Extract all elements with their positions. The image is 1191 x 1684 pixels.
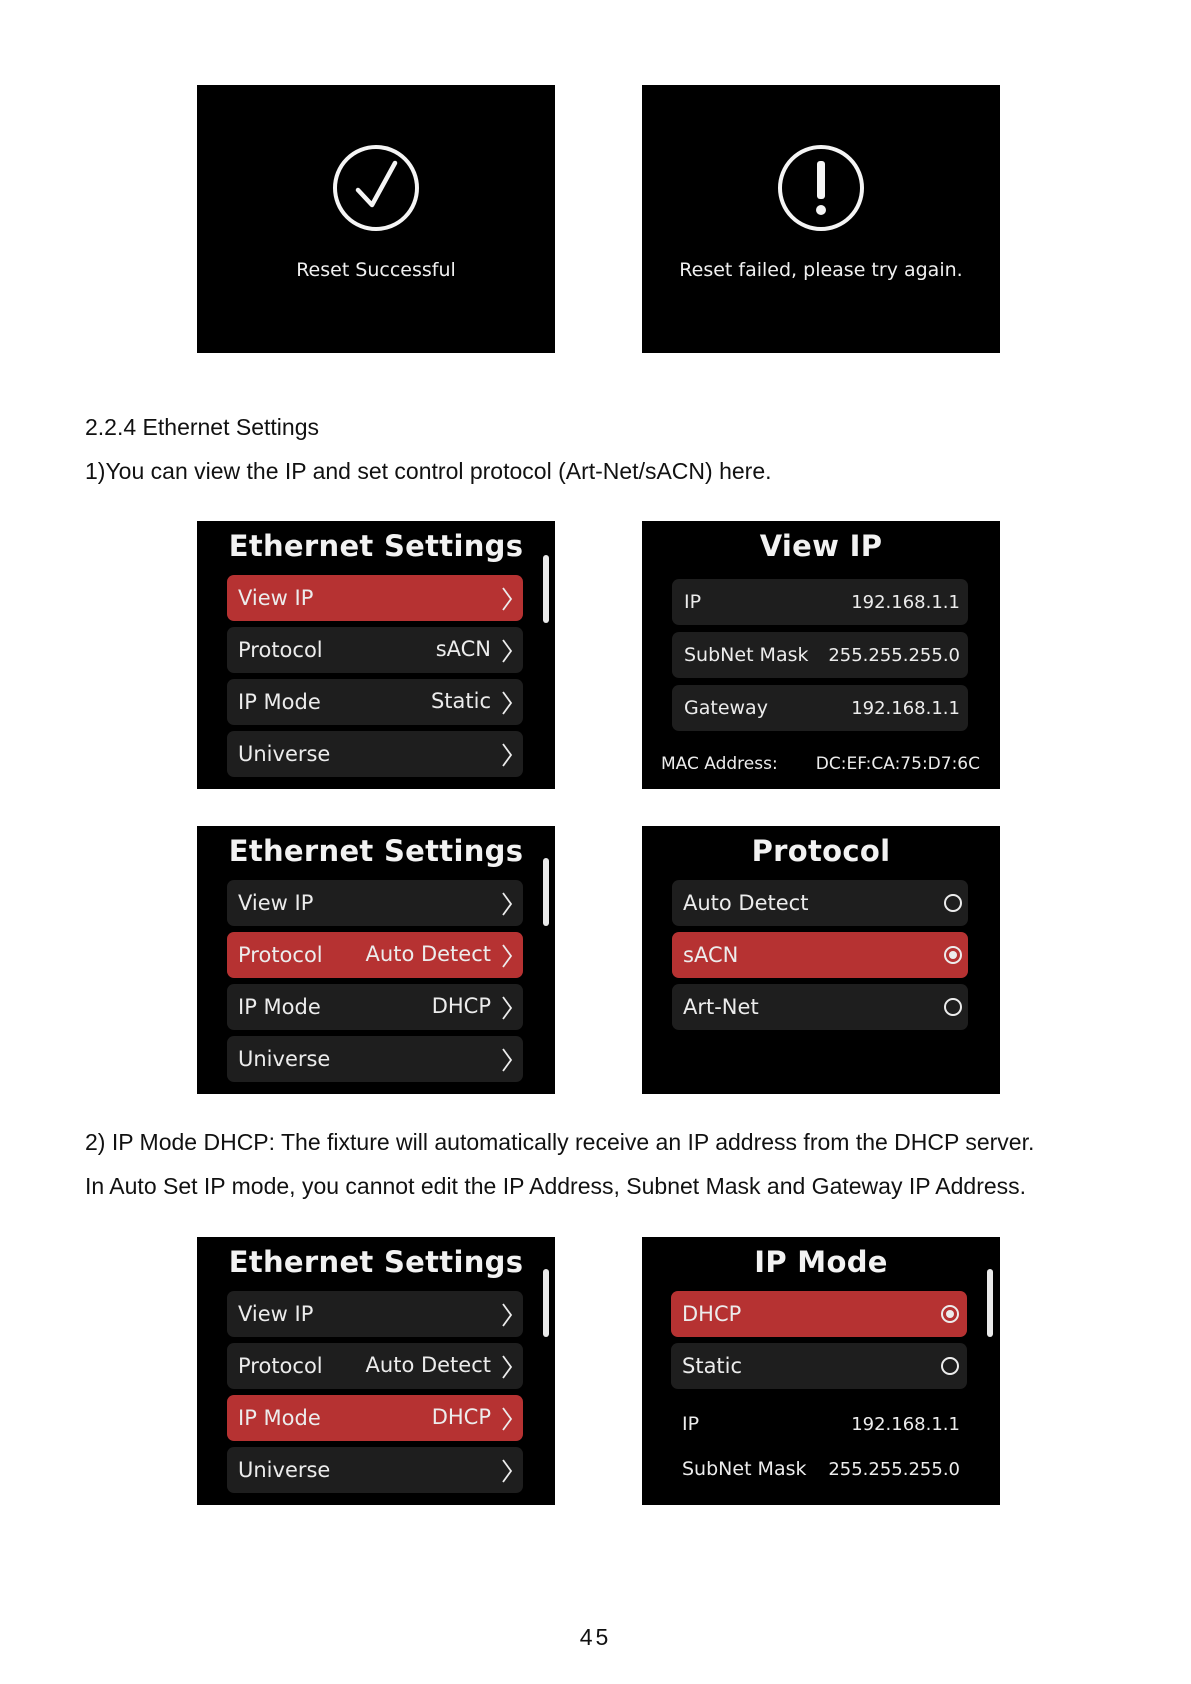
ip-label: IP — [684, 591, 702, 613]
menu-item-label: IP Mode — [238, 995, 321, 1019]
scrollbar[interactable] — [543, 858, 549, 926]
screen-title: IP Mode — [754, 1245, 888, 1279]
chevron-right-icon — [501, 587, 513, 611]
menu-item-label: View IP — [238, 586, 314, 610]
page-number: 45 — [579, 1624, 612, 1650]
menu-item-label: View IP — [238, 1302, 314, 1326]
subnet-mask-value: 255.255.255.0 — [828, 645, 960, 666]
ethernet-settings-screen-2 — [197, 826, 555, 1094]
menu-item-protocol[interactable] — [227, 1343, 523, 1389]
chevron-right-icon — [501, 1355, 513, 1379]
radio-unselected-icon — [944, 894, 962, 912]
menu-item-value: Static — [430, 689, 491, 713]
option-label: Static — [682, 1354, 743, 1378]
subnet-mask-row — [672, 632, 968, 678]
paragraph-1: 1)You can view the IP and set control protocol (Art-Net/sACN) here. — [85, 458, 772, 484]
scrollbar[interactable] — [987, 1269, 993, 1337]
menu-item-view-ip[interactable] — [227, 1291, 523, 1337]
radio-unselected-icon — [941, 1357, 959, 1375]
chevron-right-icon — [501, 996, 513, 1020]
mac-address-value: DC:EF:CA:75:D7:6C — [815, 754, 980, 774]
reset-failed-screen — [642, 85, 1000, 353]
menu-item-label: Universe — [238, 1047, 331, 1071]
chevron-right-icon — [501, 691, 513, 715]
menu-item-label: Protocol — [238, 1354, 323, 1378]
ip-value: 192.168.1.1 — [851, 592, 960, 613]
screen-title: Ethernet Settings — [228, 1245, 524, 1279]
menu-item-value: Auto Detect — [365, 1353, 491, 1377]
menu-item-view-ip[interactable] — [227, 880, 523, 926]
menu-item-label: View IP — [238, 891, 314, 915]
scrollbar[interactable] — [543, 1269, 549, 1337]
gateway-label: Gateway — [684, 697, 768, 719]
option-dhcp[interactable] — [671, 1291, 967, 1337]
menu-item-value: Auto Detect — [365, 942, 491, 966]
chevron-right-icon — [501, 944, 513, 968]
screen-title: Ethernet Settings — [228, 834, 524, 868]
screen-title: View IP — [759, 529, 883, 563]
chevron-right-icon — [501, 1303, 513, 1327]
menu-item-label: Universe — [238, 742, 331, 766]
screen-title: Protocol — [751, 834, 891, 868]
menu-item-ip-mode[interactable] — [227, 1395, 523, 1441]
gateway-value: 192.168.1.1 — [851, 698, 960, 719]
menu-item-ip-mode[interactable] — [227, 679, 523, 725]
menu-item-protocol[interactable] — [227, 627, 523, 673]
ethernet-settings-screen-3 — [197, 1237, 555, 1505]
gateway-row — [672, 685, 968, 731]
reset-success-screen — [197, 85, 555, 353]
menu-item-label: Protocol — [238, 638, 323, 662]
option-auto-detect[interactable] — [672, 880, 968, 926]
menu-item-universe[interactable] — [227, 731, 523, 777]
subnet-mask-value: 255.255.255.0 — [828, 1459, 960, 1480]
radio-selected-icon — [941, 1305, 959, 1323]
option-label: Art-Net — [683, 995, 759, 1019]
menu-item-ip-mode[interactable] — [227, 984, 523, 1030]
option-label: sACN — [683, 943, 739, 967]
menu-item-label: IP Mode — [238, 1406, 321, 1430]
ip-label: IP — [682, 1413, 700, 1435]
radio-selected-icon — [944, 946, 962, 964]
subnet-mask-label: SubNet Mask — [684, 644, 809, 666]
section-heading: 2.2.4 Ethernet Settings — [85, 414, 319, 440]
radio-unselected-icon — [944, 998, 962, 1016]
chevron-right-icon — [501, 743, 513, 767]
option-label: Auto Detect — [683, 891, 809, 915]
view-ip-screen — [642, 521, 1000, 789]
chevron-right-icon — [501, 1459, 513, 1483]
subnet-mask-label: SubNet Mask — [682, 1458, 807, 1480]
chevron-right-icon — [501, 892, 513, 916]
paragraph-2-line-2: In Auto Set IP mode, you cannot edit the IP Address, Subnet Mask and Gateway IP Address. — [85, 1173, 1027, 1199]
menu-item-value: DHCP — [431, 1405, 491, 1429]
ip-row — [672, 579, 968, 625]
reset-success-message: Reset Successful — [296, 259, 456, 281]
menu-item-universe[interactable] — [227, 1036, 523, 1082]
menu-item-label: Universe — [238, 1458, 331, 1482]
scrollbar[interactable] — [543, 555, 549, 623]
check-circle-icon — [333, 145, 419, 231]
exclamation-circle-icon — [778, 145, 864, 231]
paragraph-2-line-1: 2) IP Mode DHCP: The fixture will automatically receive an IP address from the DHCP server. — [85, 1129, 1035, 1155]
ip-value: 192.168.1.1 — [851, 1414, 960, 1435]
menu-item-label: Protocol — [238, 943, 323, 967]
chevron-right-icon — [501, 1407, 513, 1431]
menu-item-value: DHCP — [431, 994, 491, 1018]
chevron-right-icon — [501, 639, 513, 663]
menu-item-label: IP Mode — [238, 690, 321, 714]
reset-failed-message: Reset failed, please try again. — [679, 259, 963, 281]
menu-item-value: sACN — [435, 637, 491, 661]
chevron-right-icon — [501, 1048, 513, 1072]
option-label: DHCP — [682, 1302, 742, 1326]
mac-address-label: MAC Address: — [661, 754, 778, 774]
protocol-screen — [642, 826, 1000, 1094]
screen-title: Ethernet Settings — [228, 529, 524, 563]
menu-item-universe[interactable] — [227, 1447, 523, 1493]
menu-item-view-ip[interactable] — [227, 575, 523, 621]
option-sacn[interactable] — [672, 932, 968, 978]
option-art-net[interactable] — [672, 984, 968, 1030]
ip-mode-screen — [642, 1237, 1000, 1505]
menu-item-protocol[interactable] — [227, 932, 523, 978]
option-static[interactable] — [671, 1343, 967, 1389]
ethernet-settings-screen-1 — [197, 521, 555, 789]
